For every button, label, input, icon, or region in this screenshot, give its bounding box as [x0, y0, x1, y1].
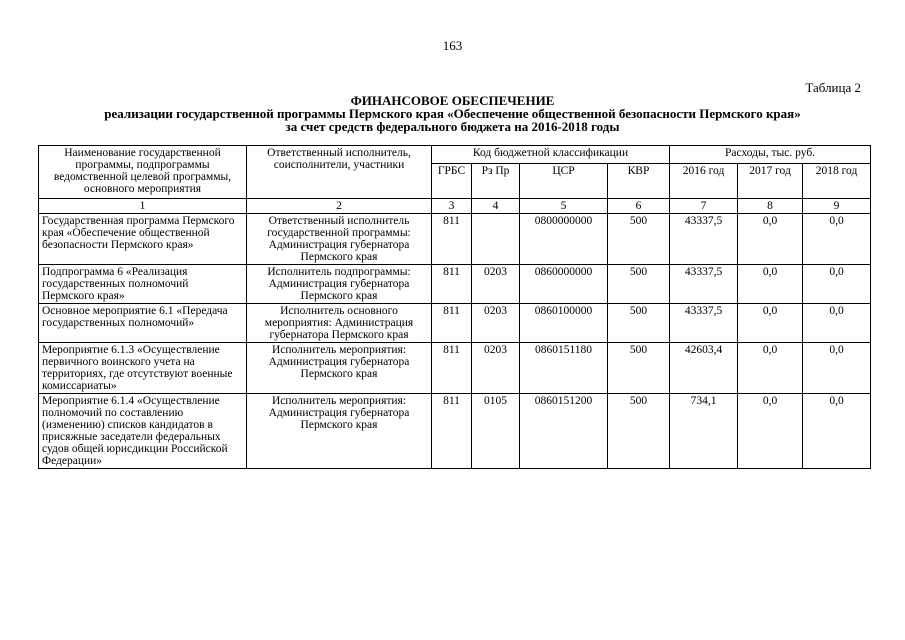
- cell-responsible: Исполнитель основного мероприятия: Администрация губернатора Пермского края: [247, 304, 432, 343]
- header-2018: 2018 год: [803, 164, 871, 199]
- cell-csr: 0860100000: [520, 304, 608, 343]
- cell-grbs: 811: [432, 214, 472, 265]
- cell-grbs: 811: [432, 394, 472, 469]
- cell-2018: 0,0: [803, 265, 871, 304]
- cell-rzpr: 0203: [472, 265, 520, 304]
- cell-rzpr: 0203: [472, 343, 520, 394]
- cell-name: Основное мероприятие 6.1 «Передача государственных полномочий»: [39, 304, 247, 343]
- cell-2017: 0,0: [738, 394, 803, 469]
- cell-responsible: Исполнитель мероприятия: Администрация губернатора Пермского края: [247, 343, 432, 394]
- page-number: 163: [442, 38, 463, 53]
- column-number: 4: [472, 199, 520, 214]
- title-line-3: за счет средств федерального бюджета на 2016-2018 годы: [285, 119, 620, 134]
- table-row: [39, 304, 871, 343]
- cell-csr: 0860000000: [520, 265, 608, 304]
- cell-responsible: Ответственный исполнитель государственной программы: Администрация губернатора Пермского края: [247, 214, 432, 265]
- cell-2018: 0,0: [803, 394, 871, 469]
- header-budget-code: Код бюджетной классификации: [432, 146, 670, 164]
- header-csr: ЦСР: [520, 164, 608, 199]
- table-row: [39, 394, 871, 469]
- cell-rzpr: 0105: [472, 394, 520, 469]
- cell-name: Государственная программа Пермского края «Обеспечение общественной безопасности Пермского края»: [39, 214, 247, 265]
- cell-2017: 0,0: [738, 304, 803, 343]
- cell-2016: 43337,5: [670, 214, 738, 265]
- column-number: 7: [670, 199, 738, 214]
- cell-csr: 0800000000: [520, 214, 608, 265]
- table-row: [39, 343, 871, 394]
- cell-grbs: 811: [432, 304, 472, 343]
- table-row: [39, 265, 871, 304]
- header-grbs: ГРБС: [432, 164, 472, 199]
- header-kvr: КВР: [608, 164, 670, 199]
- column-number: 6: [608, 199, 670, 214]
- cell-responsible: Исполнитель мероприятия: Администрация губернатора Пермского края: [247, 394, 432, 469]
- cell-kvr: 500: [608, 214, 670, 265]
- cell-rzpr: 0203: [472, 304, 520, 343]
- document-title: [0, 94, 905, 133]
- header-expenses: Расходы, тыс. руб.: [670, 146, 871, 164]
- cell-kvr: 500: [608, 394, 670, 469]
- column-number: 8: [738, 199, 803, 214]
- header-2016: 2016 год: [670, 164, 738, 199]
- cell-rzpr: [472, 214, 520, 265]
- table-label: Таблица 2: [805, 80, 861, 95]
- column-number: 2: [247, 199, 432, 214]
- cell-2017: 0,0: [738, 265, 803, 304]
- cell-name: Мероприятие 6.1.3 «Осуществление первичного воинского учета на территориях, где отсутствуют военные комиссариаты»: [39, 343, 247, 394]
- cell-kvr: 500: [608, 265, 670, 304]
- header-responsible: Ответственный исполнитель, соисполнители, участники: [247, 146, 432, 199]
- cell-responsible: Исполнитель подпрограммы: Администрация губернатора Пермского края: [247, 265, 432, 304]
- cell-name: Мероприятие 6.1.4 «Осуществление полномочий по составлению (изменению) списков кандидатов в присяжные заседатели федеральных судов общей юрисдикции Российской Федерации»: [39, 394, 247, 469]
- cell-grbs: 811: [432, 265, 472, 304]
- column-number-row: [39, 199, 871, 214]
- column-number: 1: [39, 199, 247, 214]
- cell-2016: 43337,5: [670, 265, 738, 304]
- cell-2016: 43337,5: [670, 304, 738, 343]
- title-line-1: ФИНАНСОВОЕ ОБЕСПЕЧЕНИЕ: [350, 93, 555, 108]
- financing-table: [38, 145, 871, 469]
- cell-2018: 0,0: [803, 304, 871, 343]
- header-2017: 2017 год: [738, 164, 803, 199]
- cell-2018: 0,0: [803, 214, 871, 265]
- cell-2016: 734,1: [670, 394, 738, 469]
- cell-2017: 0,0: [738, 214, 803, 265]
- title-line-2: реализации государственной программы Пермского края «Обеспечение общественной безопасности Пермского края»: [104, 106, 801, 121]
- column-number: 3: [432, 199, 472, 214]
- cell-csr: 0860151180: [520, 343, 608, 394]
- cell-2018: 0,0: [803, 343, 871, 394]
- cell-name: Подпрограмма 6 «Реализация государственных полномочий Пермского края»: [39, 265, 247, 304]
- cell-kvr: 500: [608, 304, 670, 343]
- cell-2017: 0,0: [738, 343, 803, 394]
- header-rzpr: Рз Пр: [472, 164, 520, 199]
- cell-2016: 42603,4: [670, 343, 738, 394]
- column-number: 9: [803, 199, 871, 214]
- cell-csr: 0860151200: [520, 394, 608, 469]
- table-row: [39, 214, 871, 265]
- cell-kvr: 500: [608, 343, 670, 394]
- header-name: Наименование государственной программы, подпрограммы ведомственной целевой программы, основного мероприятия: [39, 146, 247, 199]
- column-number: 5: [520, 199, 608, 214]
- cell-grbs: 811: [432, 343, 472, 394]
